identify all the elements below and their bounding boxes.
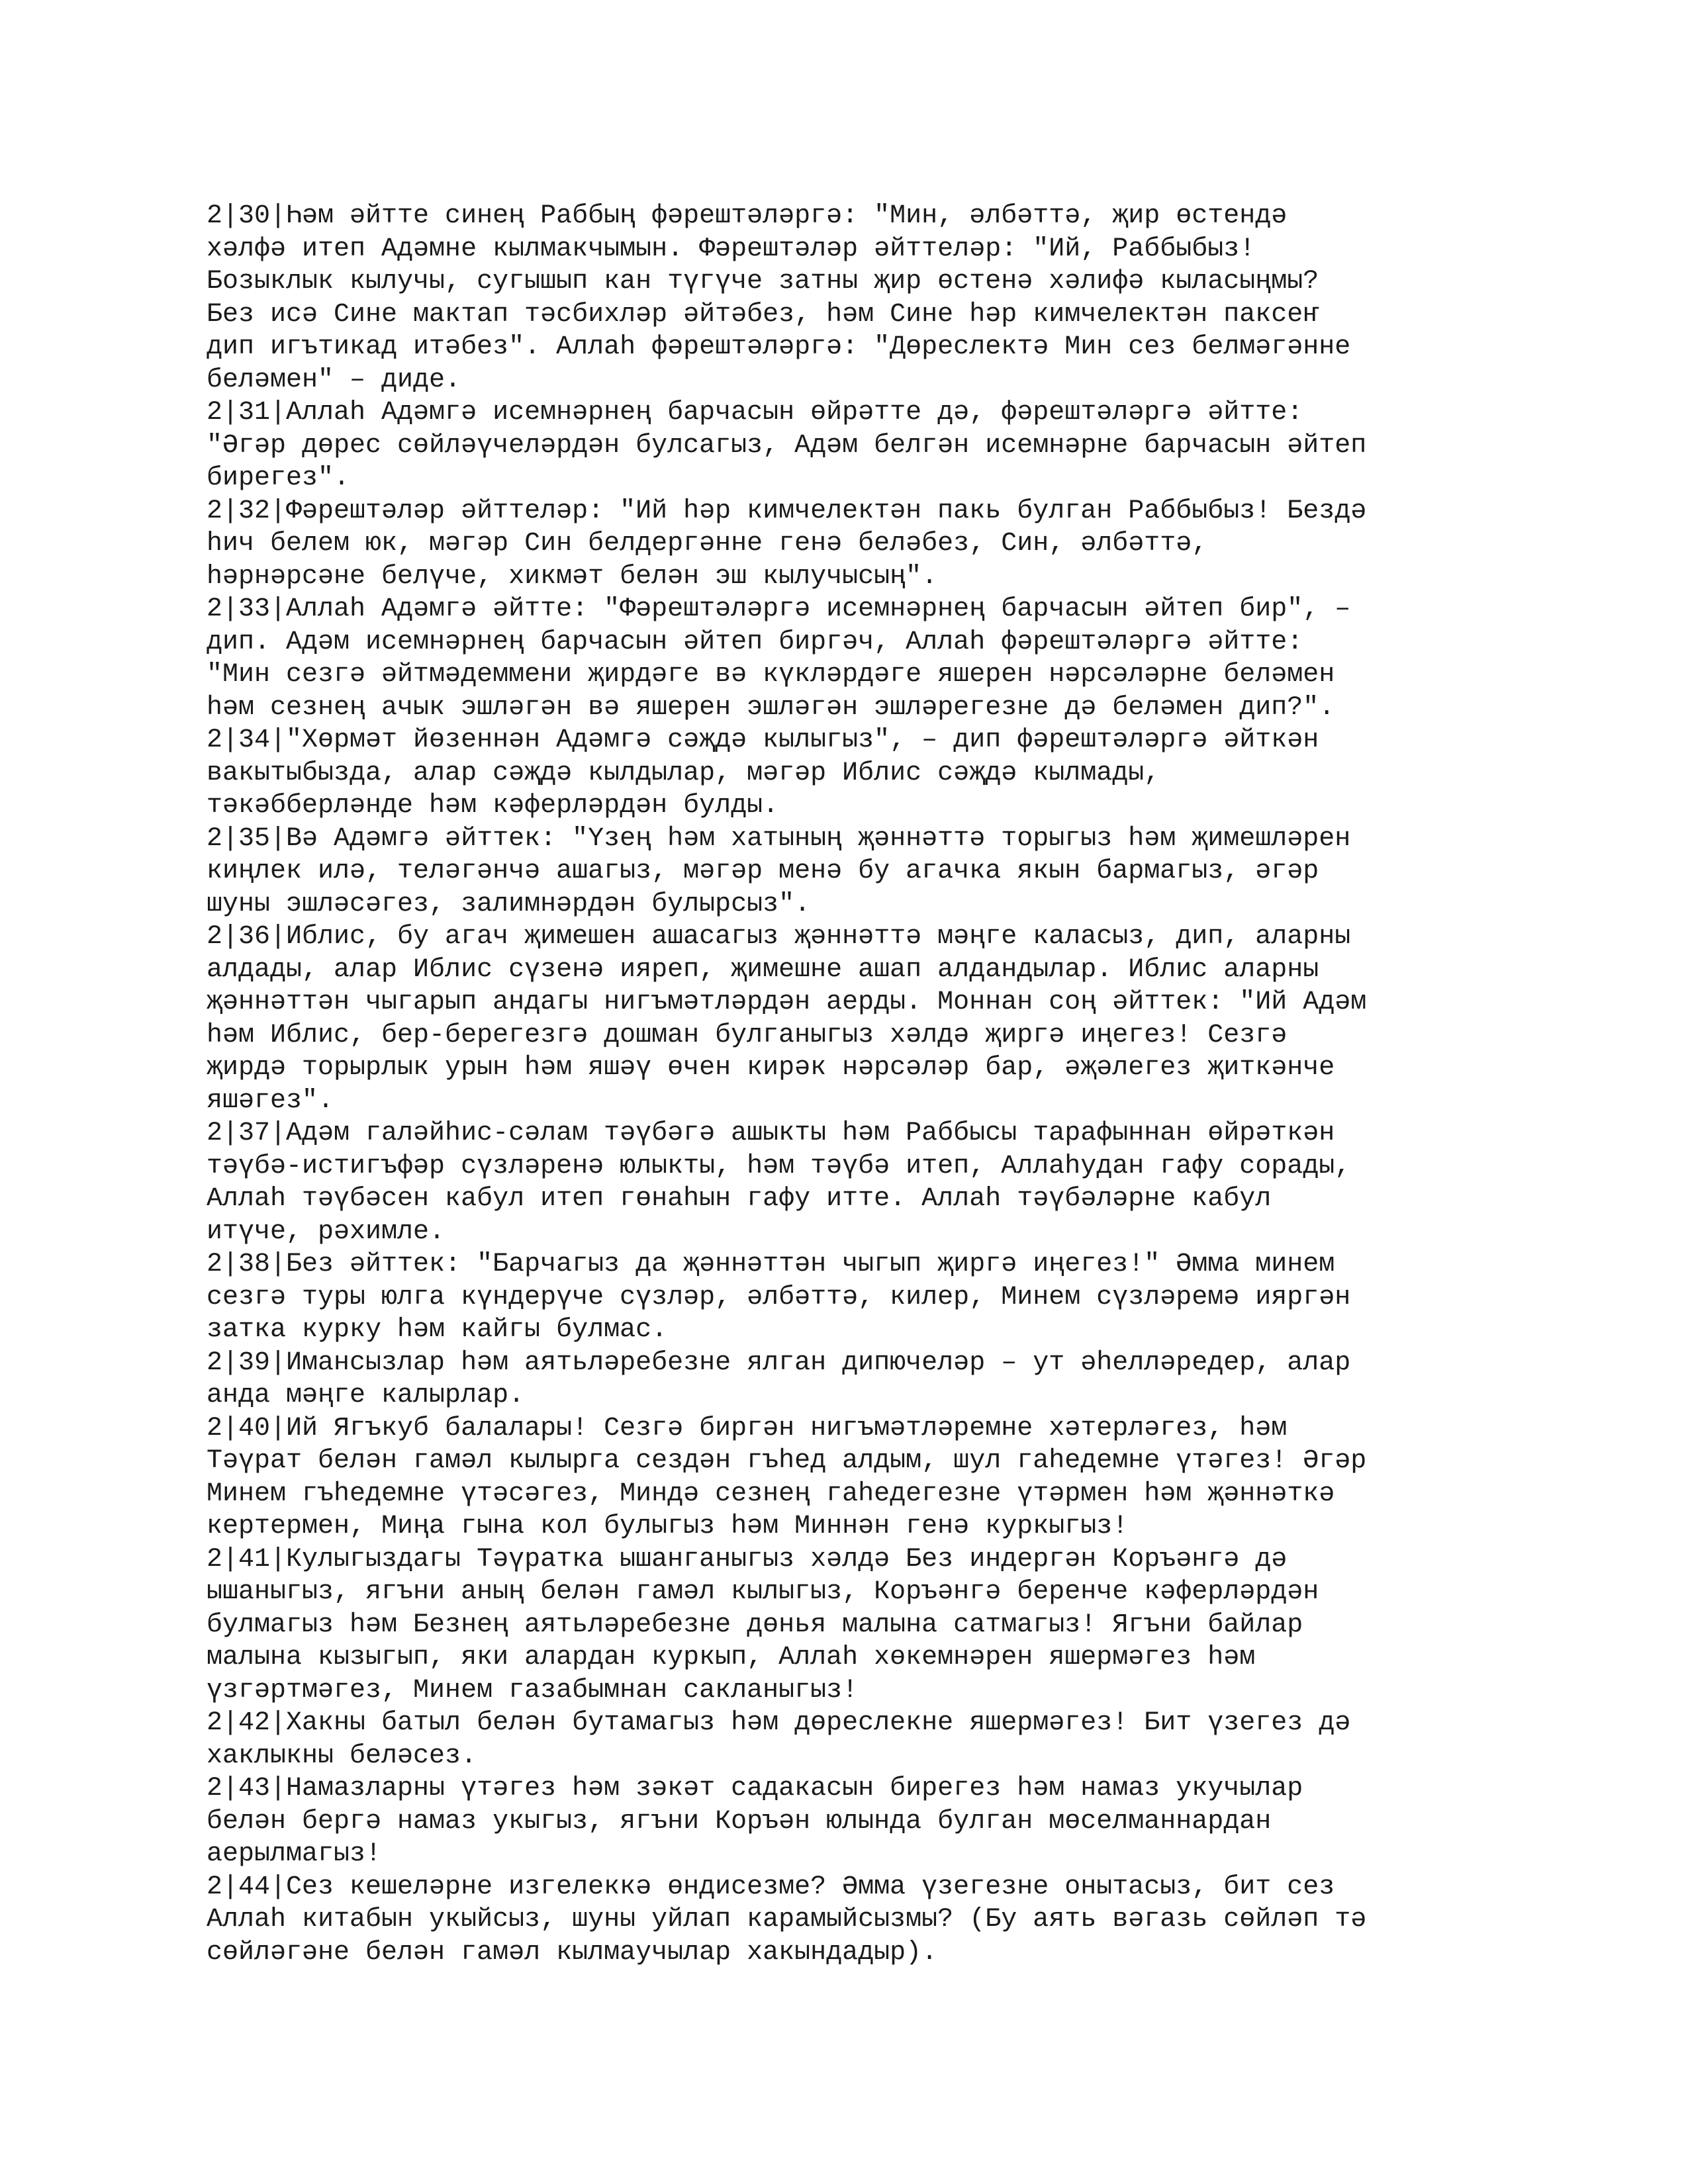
document-body: [207, 200, 1497, 1969]
verse-2-43: 2|43|Намазларны үтәгез һәм зәкәт садакасын бирегез һәм намаз укучылар белән бергә намаз укыгыз, ягъни Коръән юлында булган мөселманнардан аерылмагыз!: [207, 1774, 1303, 1869]
verse-2-30: 2|30|Һәм әйтте синең Раббың фәрештәләргә: "Мин, әлбәттә, җир өстендә хәлфә итеп Адәмне кылмакчымын. Фәрештәләр әйттеләр: "Ий, Раббыбыз! Бозыклык кылучы, сугышып кан түгүче затны җир өстенә хәлифә кыласыңмы? Без исә Сине мактап тәсбихләр әйтәбез, һәм Сине һәр кимчелектән паксеҥ дип игътикад итәбез". Аллаh фәрештәләргә: "Дөреслектә Мин сез белмәгәнне беләмен" – диде.: [207, 201, 1351, 395]
verse-2-38: 2|38|Без әйттек: "Барчагыз да җәннәттән чыгып җиргә иңегез!" Әмма минем сезгә туры юлга күндерүче сүзләр, әлбәттә, килер, Минем сүзләремә ияргән затка курку һәм кайгы булмас.: [207, 1250, 1351, 1345]
verse-2-33: 2|33|Аллаh Адәмгә әйтте: "Фәрештәләргә исемнәрнең барчасын әйтеп бир", – дип. Адәм исемнәрнең барчасын әйтеп биргәч, Аллаh фәрештәләргә әйтте: "Мин сезгә әйтмәдеммени җирдәге вә күкләрдәге яшерен нәрсәләрне беләмен һәм сезнең ачык эшләгән вә яшерен эшләгән эшләрегезне дә беләмен дип?".: [207, 594, 1351, 723]
verse-2-31: 2|31|Аллаh Адәмгә исемнәрнең барчасын өйрәтте дә, фәрештәләргә әйтте: "Әгәр дөрес сөйләүчеләрдән булсагыз, Адәм белгән исемнәрне барчасын әйтеп бирегез".: [207, 398, 1367, 493]
verse-2-44: 2|44|Сез кешеләрне изгелеккә өндисезме? Әмма үзегезне онытасыз, бит сез Аллаh китабын укыйсыз, шуны уйлап карамыйсызмы? (Бу аять вәгазь сөйләп тә сөйләгәне белән гамәл кылмаучылар хакындадыр).: [207, 1872, 1367, 1968]
verse-2-37: 2|37|Адәм галәйhис-сәлам тәүбәгә ашыкты һәм Раббысы тарафыннан өйрәткән тәүбә-истигъфәр сүзләренә юлыкты, һәм тәүбә итеп, Аллаhудан гафу сорады, Аллаh тәүбәсен кабул итеп гөнаһын гафу итте. Аллаh тәүбәләрне кабул итүче, рәхимле.: [207, 1118, 1351, 1247]
verse-2-34: 2|34|"Хөрмәт йөзеннән Адәмгә сәҗдә кылыгыз", – дип фәрештәләргә әйткән вакытыбызда, алар сәҗдә кылдылар, мәгәр Иблис сәҗдә кылмады, тәкәбберләнде һәм кәферләрдән булды.: [207, 725, 1319, 821]
verse-2-42: 2|42|Хакны батыл белән бутамагыз һәм дөреслекне яшермәгез! Бит үзегез дә хаклыкны беләсез.: [207, 1708, 1351, 1771]
verse-2-39: 2|39|Имансызлар һәм аятьләребезне ялган дипючеләр – ут әһелләредер, алар анда мәңге калырлар.: [207, 1347, 1351, 1410]
verse-2-36: 2|36|Иблис, бу агач җимешен ашасагыз җәннәттә мәңге каласыз, дип, аларны алдады, алар Иблис сүзенә ияреп, җимешне ашап алдандылар. Иблис аларны җәннәттән чыгарып андагы нигъмәтләрдән аерды. Моннан соң әйттек: "Ий Адәм һәм Иблис, бер-берегезгә дошман булганыгыз хәлдә җиргә иңегез! Сезгә җирдә торырлык урын һәм яшәү өчен кирәк нәрсәләр бар, әҗәлегез җиткәнче яшәгез".: [207, 922, 1367, 1116]
verse-2-35: 2|35|Вә Адәмгә әйттек: "Үзең һәм хатының җәннәттә торыгыз һәм җимешләрен киңлек илә, теләгәнчә ашагыз, мәгәр менә бу агачка якын бармагыз, әгәр шуны эшләсәгез, залимнәрдән булырсыз".: [207, 823, 1351, 919]
verse-2-41: 2|41|Кулыгыздагы Тәүратка ышанганыгыз хәлдә Без индергән Коръәнгә дә ышаныгыз, ягъни аның белән гамәл кылыгыз, Коръәнгә беренче кәферләрдән булмагыз һәм Безнең аятьләребезне дөнья малына сатмагыз! Ягъни байлар малына кызыгып, яки алардан куркып, Аллаh хөкемнәрен яшермәгез һәм үзгәртмәгез, Минем газабымнан сакланыгыз!: [207, 1544, 1319, 1706]
verse-2-40: 2|40|Ий Ягъкуб балалары! Сезгә биргән нигъмәтләремне хәтерләгез, һәм Тәүрат белән гамәл кылырга сездән гъһед алдым, шул гаһедемне үтәгез! Әгәр Минем гъһедемне үтәсәгез, Миндә сезнең гаһедегезне үтәрмен һәм җәннәткә кертермен, Миңа гына кол булыгыз һәм Миннән генә куркыгыз!: [207, 1413, 1367, 1541]
verse-2-32: 2|32|Фәрештәләр әйттеләр: "Ий һәр кимчелектән пакь булган Раббыбыз! Бездә hич белем юк, мәгәр Син белдергәнне генә беләбез, Син, әлбәттә, hәрнәрсәне белүче, хикмәт белән эш кылучысың".: [207, 496, 1367, 592]
